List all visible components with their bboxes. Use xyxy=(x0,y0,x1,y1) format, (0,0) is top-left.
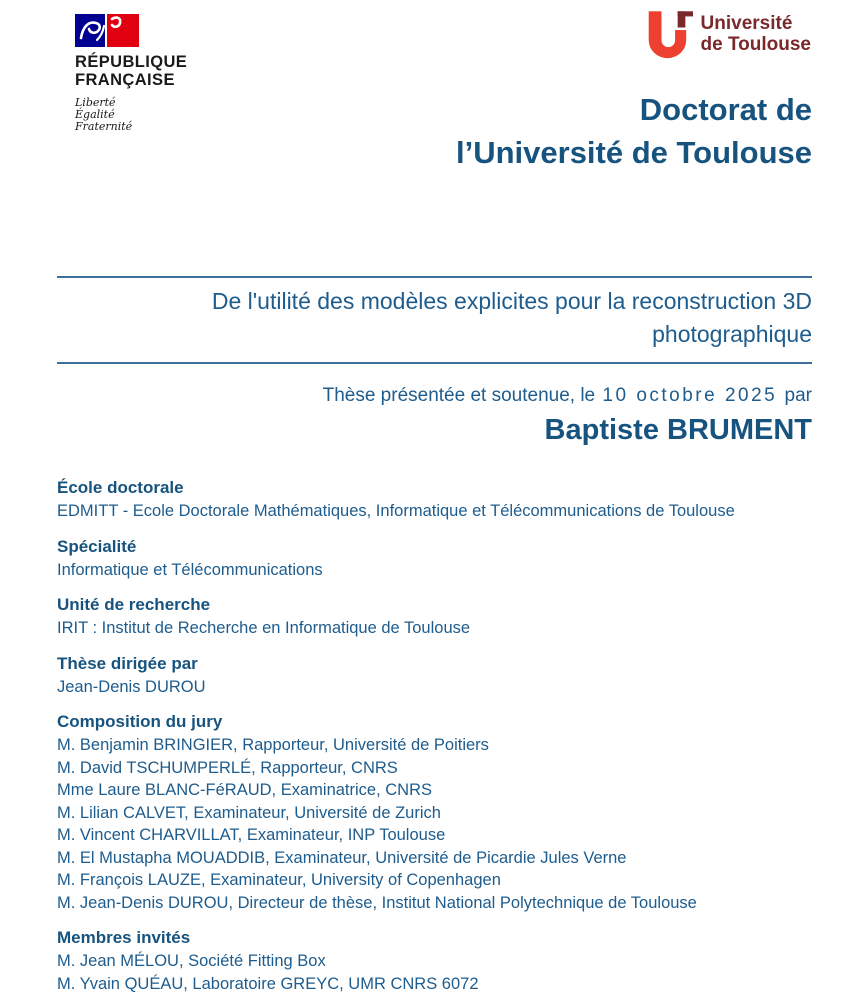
page-title xyxy=(57,88,812,174)
author-name: Baptiste BRUMENT xyxy=(544,414,812,446)
section-line: M. Vincent CHARVILLAT, Examinateur, INP Toulouse xyxy=(57,826,446,844)
thesis-title xyxy=(57,285,812,351)
rf-motto-fraternite: Fraternité xyxy=(75,120,133,133)
section xyxy=(57,594,812,640)
divider-bottom xyxy=(57,362,812,364)
section-label: Composition du jury xyxy=(57,712,223,731)
rf-name xyxy=(75,53,265,89)
ut-u-t-icon xyxy=(647,10,693,62)
french-flag-marianne-icon xyxy=(75,14,139,47)
rf-name-line1: RÉPUBLIQUE xyxy=(75,53,188,71)
defense-date: 10 octobre 2025 xyxy=(602,385,778,406)
section-label: Thèse dirigée par xyxy=(57,653,198,673)
rf-motto-egalite: Égalité xyxy=(75,108,115,121)
thesis-title-line1: De l'utilité des modèles explicites pour la reconstruction 3D xyxy=(211,288,812,314)
section-line: M. El Mustapha MOUADDIB, Examinateur, Université de Picardie Jules Verne xyxy=(57,848,627,867)
section-line: M. Lilian CALVET, Examinateur, Université de Zurich xyxy=(57,803,441,822)
section-label: École doctorale xyxy=(57,478,184,497)
ut-name xyxy=(701,13,811,55)
thesis-title-line2: photographique xyxy=(652,321,812,347)
section-label: Unité de recherche xyxy=(57,595,211,614)
rf-name-line2: FRANÇAISE xyxy=(75,71,175,89)
section xyxy=(57,536,812,582)
page-title-line2: l’Université de Toulouse xyxy=(455,135,812,170)
section-line: EDMITT - Ecole Doctorale Mathématiques, Informatique et Télécommunications de Toulouse xyxy=(57,502,735,520)
section-line: M. Jean-Denis DUROU, Directeur de thèse, Institut National Polytechnique de Toulouse xyxy=(57,893,697,912)
defense-statement-prefix: Thèse présentée et soutenue, le xyxy=(322,385,601,406)
section-line: Jean-Denis DUROU xyxy=(57,677,206,696)
ut-name-line1: Université xyxy=(700,13,793,34)
section-line: M. David TSCHUMPERLÉ, Rapporteur, CNRS xyxy=(57,758,398,777)
section-label: Spécialité xyxy=(57,536,137,556)
section xyxy=(57,477,812,523)
section xyxy=(57,711,812,914)
section-line: Informatique et Télécommunications xyxy=(57,560,323,579)
sections xyxy=(57,477,812,1008)
section xyxy=(57,653,812,699)
section xyxy=(57,927,812,995)
section-label: Membres invités xyxy=(57,928,191,947)
ut-name-line2: de Toulouse xyxy=(700,34,811,55)
universite-toulouse-logo xyxy=(647,10,811,62)
defense-statement xyxy=(57,384,812,408)
section-line: M. François LAUZE, Examinateur, University of Copenhagen xyxy=(57,871,501,889)
divider-top xyxy=(57,276,812,278)
defense-statement-suffix: par xyxy=(779,385,812,406)
section-line: M. Benjamin BRINGIER, Rapporteur, Université de Poitiers xyxy=(57,736,489,754)
rf-motto-liberte: Liberté xyxy=(75,96,116,109)
section-line: Mme Laure BLANC-FéRAUD, Examinatrice, CNRS xyxy=(57,781,433,799)
section-line: M. Yvain QUÉAU, Laboratoire GREYC, UMR CNRS 6072 xyxy=(57,974,479,993)
page-title-line1: Doctorat de xyxy=(639,92,812,127)
section-line: IRIT : Institut de Recherche en Informatique de Toulouse xyxy=(57,619,471,637)
section-line: M. Jean MÉLOU, Société Fitting Box xyxy=(57,952,326,970)
